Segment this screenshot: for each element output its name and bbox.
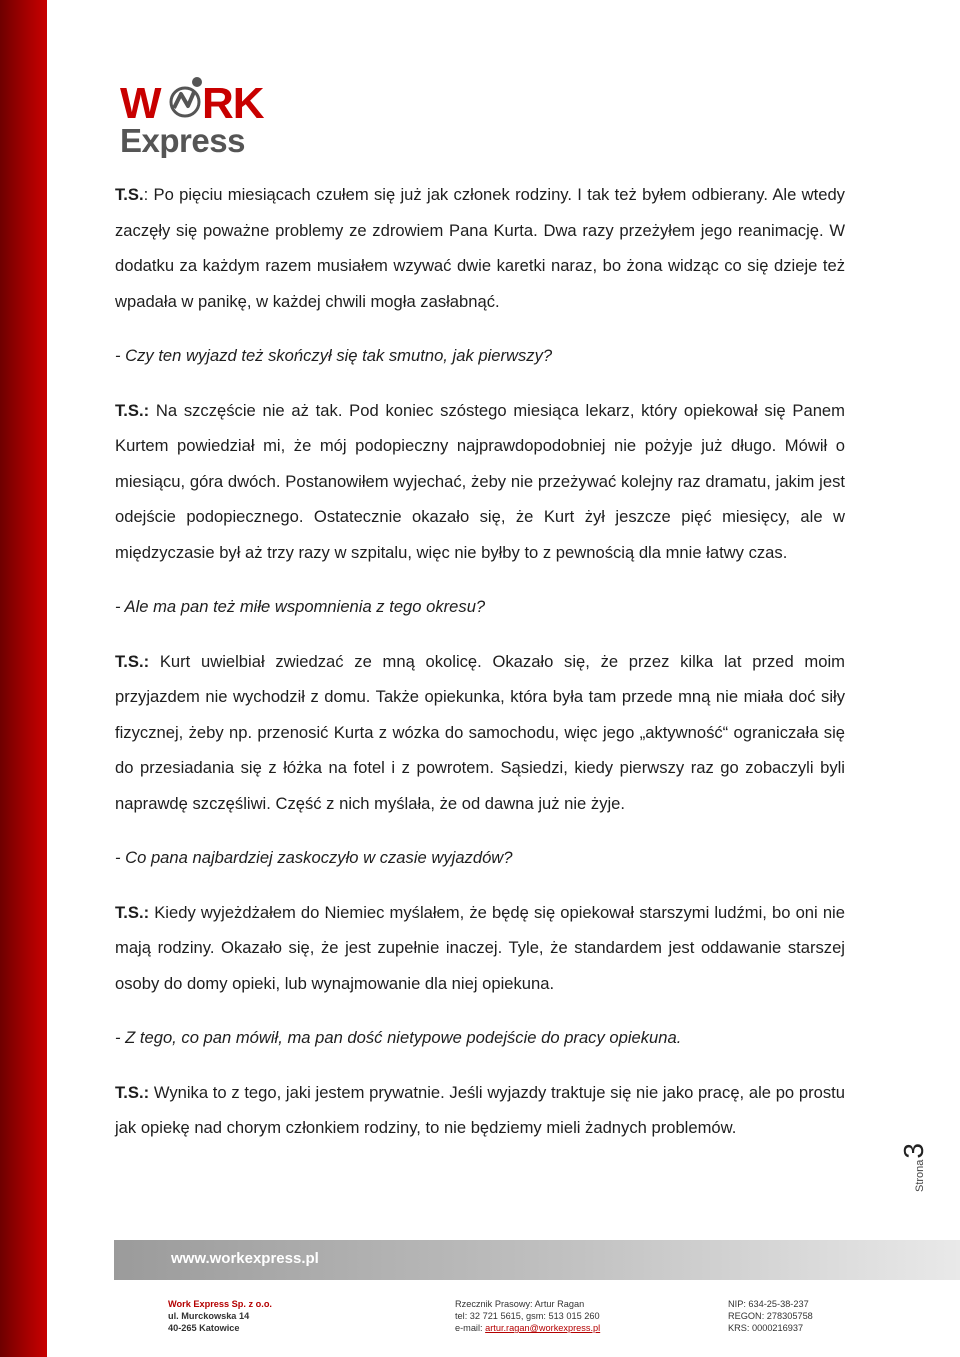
company-city: 40-265 Katowice xyxy=(168,1323,240,1333)
page-number xyxy=(900,1130,930,1192)
logo-bottom: Express xyxy=(120,122,245,158)
speaker-label: T.S.: xyxy=(115,1082,150,1102)
regon-number: REGON: 278305758 xyxy=(728,1311,813,1321)
speaker-sep: : xyxy=(143,185,154,204)
website-bar xyxy=(114,1240,960,1280)
speaker-label: T.S.: xyxy=(115,651,150,671)
footer-company xyxy=(168,1298,272,1334)
page-label: Strona xyxy=(914,1159,926,1192)
answer-paragraph xyxy=(115,177,845,319)
answer-text: Kurt uwielbiał zwiedzać ze mną okolicę. Okazało się, że przez kilka lat przed moim przyjazdem nie wychodził z domu. Także opiekunka, która była tam przede mną nie miała doć siły fizycznej, żeby np. przenosić Kurta z wózka do samochodu, więc jego „aktywność“ ograniczała się do przesiadania się z łóżka na fotel i z powrotem. Sąsiedzi, kiedy pierwszy raz go zobaczyli byli naprawdę szczęśliwi. Część z nich myślała, że od dawna już nie żyje. xyxy=(115,651,845,813)
question-paragraph: - Ale ma pan też miłe wspomnienia z tego okresu? xyxy=(115,597,486,616)
krs-number: KRS: 0000216937 xyxy=(728,1323,804,1333)
nip-number: NIP: 634-25-38-237 xyxy=(728,1299,809,1309)
phone-numbers: tel: 32 721 5615, gsm: 513 015 260 xyxy=(455,1311,600,1321)
company-street: ul. Murckowska 14 xyxy=(168,1311,250,1321)
page-number-value: 3 xyxy=(898,1143,929,1159)
speaker-label: T.S.: xyxy=(115,400,150,420)
logo-top xyxy=(120,77,265,128)
question-paragraph: - Z tego, co pan mówił, ma pan dość nietypowe podejście do pracy opiekuna. xyxy=(115,1028,682,1047)
answer-paragraph xyxy=(115,644,845,822)
speaker-sep xyxy=(149,652,160,671)
email-label: e-mail: xyxy=(455,1323,486,1333)
answer-paragraph xyxy=(115,393,845,571)
answer-paragraph xyxy=(115,895,845,1002)
answer-paragraph xyxy=(115,1075,845,1146)
svg-text:RK: RK xyxy=(202,79,264,128)
speaker-sep xyxy=(149,401,156,420)
article-body xyxy=(115,177,845,1165)
answer-text: Po pięciu miesiącach czułem się już jak członek rodziny. I tak też byłem odbierany. Ale wtedy zaczęły się poważne problemy ze zdrowiem Pana Kurta. Dwa razy przeżyłem jego reanimację. W dodatku za każdym razem musiałem wzywać dwie karetki naraz, bo żona widząc co się dzieje też wpadała w panikę, w każdej chwili mogła zasłabnąć. xyxy=(115,185,845,311)
company-name: Work Express Sp. z o.o. xyxy=(168,1299,272,1309)
answer-text: Na szczęście nie aż tak. Pod koniec szóstego miesiąca lekarz, który opiekował się Panem Kurtem powiedział mi, że mój podopieczny najprawdopodobniej nie pożyje już długo. Mówił o miesiącu, góra dwóch. Postanowiłem wyjechać, żeby nie przeżywać kolejny raz dramatu, jakim jest odejście podopiecznego. Ostatecznie okazało się, że Kurt żył jeszcze pięć miesięcy, ale w międzyczasie był aż trzy razy w szpitalu, więc nie byłby to z pewnością dla mnie łatwy czas. xyxy=(115,400,845,562)
email-link[interactable]: artur.ragan@workexpress.pl xyxy=(485,1323,601,1333)
website-link[interactable]: www.workexpress.pl xyxy=(171,1250,319,1267)
left-red-band xyxy=(0,0,47,1357)
footer-contact xyxy=(455,1298,600,1334)
work-express-logo xyxy=(118,68,288,158)
footer-registry xyxy=(728,1298,813,1334)
spokesperson: Rzecznik Prasowy: Artur Ragan xyxy=(455,1299,585,1309)
speaker-label: T.S. xyxy=(115,185,144,204)
email-line xyxy=(455,1322,600,1334)
speaker-label: T.S.: xyxy=(115,902,150,922)
answer-text: Kiedy wyjeżdżałem do Niemiec myślałem, że będę się opiekował starszymi ludźmi, bo oni nie mają rodziny. Okazało się, że jest zupełnie inaczej. Tyle, że standardem jest oddawanie starszej osoby do domy opieki, lub wynajmowanie dla niej opiekuna. xyxy=(115,902,845,993)
answer-text: Wynika to z tego, jaki jestem prywatnie. Jeśli wyjazdy traktuje się nie jako pracę, ale po prostu jak opiekę nad chorym członkiem rodziny, to nie będziemy mieli żadnych problemów. xyxy=(115,1082,845,1137)
question-paragraph: - Co pana najbardziej zaskoczyło w czasie wyjazdów? xyxy=(115,848,513,867)
svg-text:W: W xyxy=(120,79,161,128)
question-paragraph: - Czy ten wyjazd też skończył się tak smutno, jak pierwszy? xyxy=(115,346,553,365)
